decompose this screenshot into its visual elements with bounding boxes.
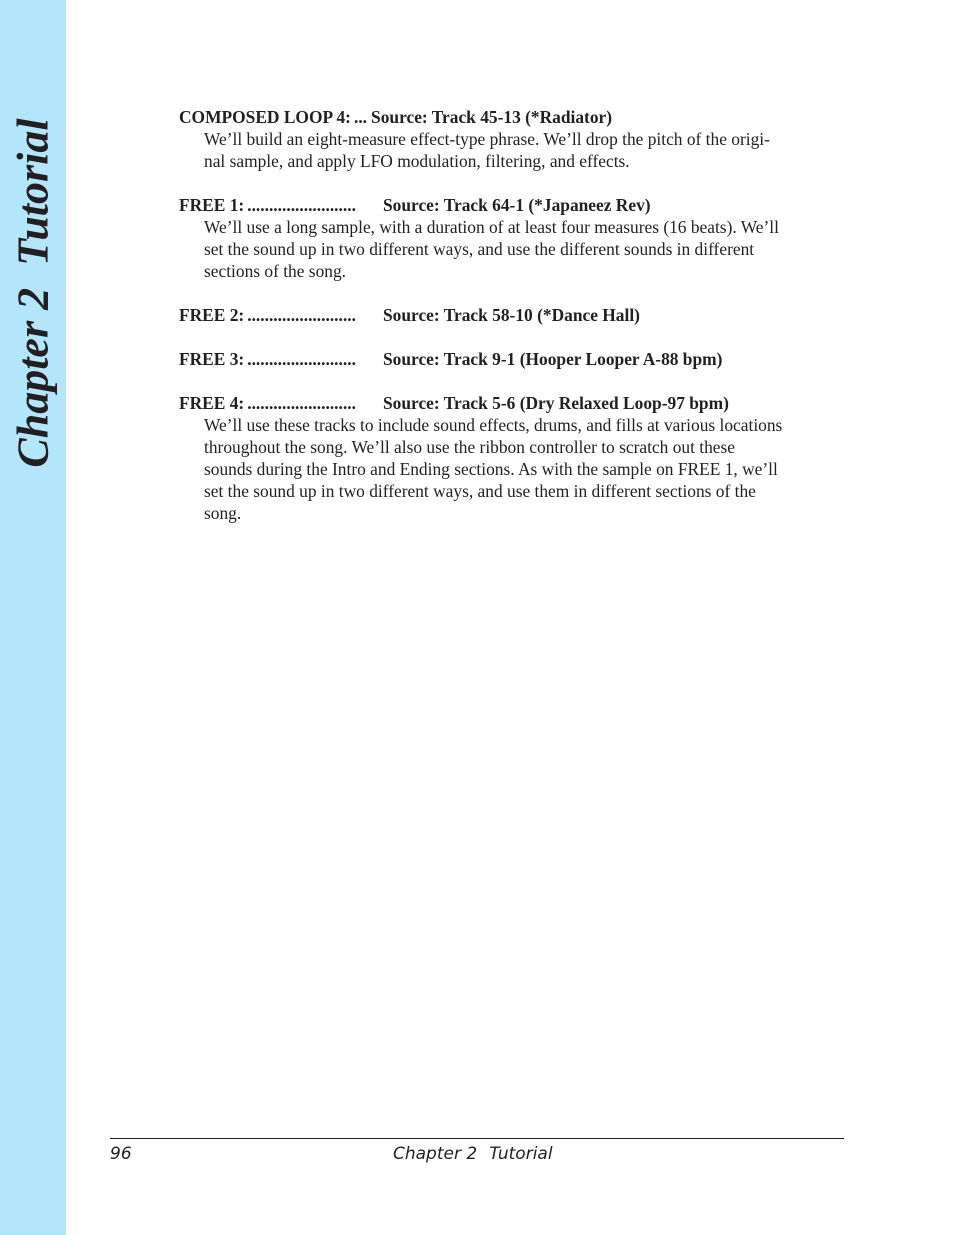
description-line: We’ll build an eight-measure effect-type phrase. We’ll drop the pitch of the origi- [204,129,770,149]
leader-dots: ......................... [247,349,356,369]
entry-free-4 [179,392,844,524]
page-number: 96 [110,1144,132,1164]
leader-dots: ......................... [247,195,356,215]
entry-label: COMPOSED LOOP 4: [179,107,351,127]
entry-free-2 [179,304,844,326]
side-tab-title [8,118,59,467]
entry-heading [179,194,844,216]
description-line: song. [204,503,242,523]
side-tab-chapter: Chapter 2 [8,287,58,468]
entry-label: FREE 3: [179,349,245,369]
page-content [179,106,844,546]
entry-source: Source: Track 45-13 (*Radiator) [371,107,613,127]
description-line: set the sound up in two different ways, and use the different sounds in different [204,239,755,259]
description-line: We’ll use these tracks to include sound effects, drums, and fills at various locations [204,415,783,435]
entry-heading [179,348,844,370]
description-line: set the sound up in two different ways, and use them in different sections of the [204,481,756,501]
footer-title: Tutorial [489,1144,553,1164]
entry-label: FREE 4: [179,393,245,413]
side-tab-section: Tutorial [8,118,58,266]
entry-source: Source: Track 9-1 (Hooper Looper A-88 bpm) [383,349,723,369]
leader-dots: ......................... [247,305,356,325]
description-line: sections of the song. [204,261,347,281]
footer-chapter: Chapter 2 [393,1144,478,1164]
entry-source: Source: Track 58-10 (*Dance Hall) [383,305,640,325]
description-line: nal sample, and apply LFO modulation, filtering, and effects. [204,151,630,171]
entry-heading [179,106,844,128]
description-line: throughout the song. We’ll also use the ribbon controller to scratch out these [204,437,735,457]
entry-composed-loop-4 [179,106,844,172]
entry-label: FREE 2: [179,305,245,325]
description-line: sounds during the Intro and Ending sections. As with the sample on FREE 1, we’ll [204,459,778,479]
entry-source: Source: Track 64-1 (*Japaneez Rev) [383,195,651,215]
entry-description [179,128,844,172]
entry-free-1 [179,194,844,282]
entry-description [179,414,844,524]
entry-source: Source: Track 5-6 (Dry Relaxed Loop-97 bpm) [383,393,729,413]
leader-dots: ......................... [247,393,356,413]
entry-heading [179,304,844,326]
entry-description [179,216,844,282]
entry-heading [179,392,844,414]
description-line: We’ll use a long sample, with a duration of at least four measures (16 beats). We’ll [204,217,779,237]
entry-label: FREE 1: [179,195,245,215]
footer-chapter-title [393,1144,553,1164]
chapter-side-tab [0,0,66,1235]
entry-free-3 [179,348,844,370]
leader-dots: ... [353,107,368,127]
footer-rule [110,1138,844,1139]
